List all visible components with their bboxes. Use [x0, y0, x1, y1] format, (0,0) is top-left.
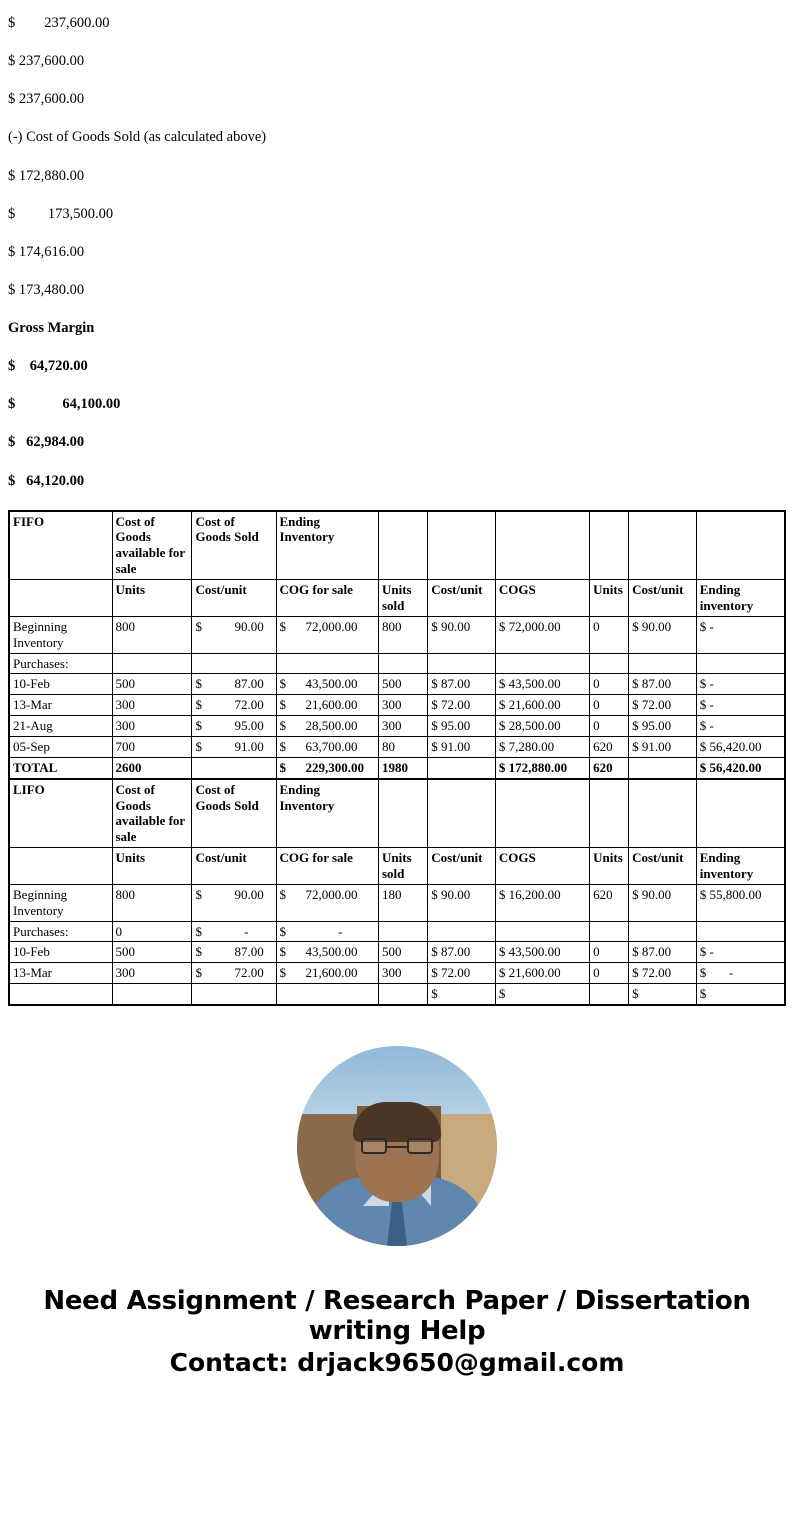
table-cell — [696, 779, 784, 847]
table-cell — [112, 653, 192, 674]
table-cell — [495, 921, 589, 942]
table-cell: $ - — [696, 963, 784, 984]
table-cell: $ 87.00 — [192, 674, 276, 695]
table-cell — [379, 511, 428, 579]
table-cell: $ 28,500.00 — [495, 716, 589, 737]
table-cell: 0 — [590, 674, 629, 695]
table-cell: $ 72.00 — [192, 695, 276, 716]
table-cell: Cost/unit — [428, 848, 496, 885]
table-cell — [428, 653, 496, 674]
author-photo-block — [8, 1046, 786, 1246]
table-row — [10, 511, 785, 579]
table-cell: Cost of Goods available for sale — [112, 511, 192, 579]
summary-line: $ 173,480.00 — [8, 281, 85, 298]
table-cell: $ 43,500.00 — [495, 674, 589, 695]
table-cell — [696, 653, 784, 674]
summary-line: $ 64,120.00 — [8, 472, 85, 489]
table-row — [10, 848, 785, 885]
table-cell: $ 72.00 — [428, 963, 496, 984]
table-cell: $ - — [696, 942, 784, 963]
table-cell: 1980 — [379, 757, 428, 778]
summary-line: $ 62,984.00 — [8, 434, 85, 451]
table-cell: $ 16,200.00 — [495, 884, 589, 921]
table-cell — [192, 757, 276, 778]
table-cell: $ 95.00 — [629, 716, 697, 737]
summary-line: $ 237,600.00 — [8, 91, 85, 108]
table-cell — [192, 653, 276, 674]
table-cell: 500 — [379, 942, 428, 963]
table-cell — [10, 984, 113, 1005]
table-cell: Units sold — [379, 848, 428, 885]
table-cell: Cost/unit — [629, 580, 697, 617]
table-cell — [276, 653, 379, 674]
table-cell — [428, 921, 496, 942]
table-cell: $ 56,420.00 — [696, 736, 784, 757]
table-row — [10, 580, 785, 617]
table-cell: 0 — [590, 616, 629, 653]
table-cell: $ 90.00 — [428, 616, 496, 653]
table-cell: 500 — [112, 942, 192, 963]
table-cell: Units — [590, 848, 629, 885]
table-cell: $ 87.00 — [428, 674, 496, 695]
table-cell: Ending inventory — [696, 580, 784, 617]
table-cell: $ 90.00 — [192, 616, 276, 653]
table-cell: $ 21,600.00 — [495, 963, 589, 984]
table-cell — [379, 984, 428, 1005]
table-cell: 10-Feb — [10, 942, 113, 963]
table-cell — [428, 511, 496, 579]
table-cell: $ - — [696, 716, 784, 737]
table-cell: 13-Mar — [10, 695, 113, 716]
summary-line: $ 64,720.00 — [8, 358, 88, 375]
table-cell: Cost of Goods Sold — [192, 779, 276, 847]
top-spacer — [8, 0, 786, 14]
table-row — [10, 653, 785, 674]
table-cell: $ 43,500.00 — [276, 942, 379, 963]
table-cell — [629, 653, 697, 674]
table-cell: TOTAL — [10, 757, 113, 778]
table-cell: Cost/unit — [192, 848, 276, 885]
table-cell — [590, 984, 629, 1005]
table-cell: $ 28,500.00 — [276, 716, 379, 737]
table-cell — [590, 779, 629, 847]
summary-line: $ 64,100.00 — [8, 396, 121, 413]
table-cell — [590, 653, 629, 674]
table-cell: Cost of Goods Sold — [192, 511, 276, 579]
table-row — [10, 757, 785, 778]
table-row — [10, 984, 785, 1005]
table-cell: 10-Feb — [10, 674, 113, 695]
table-cell: 300 — [112, 963, 192, 984]
table-cell: $ - — [696, 674, 784, 695]
table-cell: 800 — [112, 616, 192, 653]
summary-line: $ 174,616.00 — [8, 243, 85, 260]
table-cell: 180 — [379, 884, 428, 921]
table-cell — [112, 984, 192, 1005]
summary-line: $ 172,880.00 — [8, 167, 85, 184]
table-cell: 300 — [112, 695, 192, 716]
table-row — [10, 695, 785, 716]
table-cell: 2600 — [112, 757, 192, 778]
avatar-glasses-bridge — [387, 1146, 407, 1148]
table-cell: Units — [590, 580, 629, 617]
table-cell — [629, 511, 697, 579]
table-cell: Ending inventory — [696, 848, 784, 885]
table-cell — [276, 984, 379, 1005]
table-row — [10, 963, 785, 984]
table-cell: $ 72.00 — [629, 695, 697, 716]
table-cell: $ 87.00 — [428, 942, 496, 963]
table-cell: $ 72.00 — [428, 695, 496, 716]
table-cell — [379, 921, 428, 942]
table-cell — [495, 511, 589, 579]
table-cell: Purchases: — [10, 653, 113, 674]
table-cell: Cost/unit — [428, 580, 496, 617]
table-cell: Purchases: — [10, 921, 113, 942]
table-cell: LIFO — [10, 779, 113, 847]
table-row — [10, 616, 785, 653]
table-cell: Units — [112, 848, 192, 885]
table-cell: 0 — [590, 695, 629, 716]
table-row — [10, 779, 785, 847]
table-cell: $ 172,880.00 — [495, 757, 589, 778]
table-cell: $ 55,800.00 — [696, 884, 784, 921]
table-row — [10, 921, 785, 942]
table-cell: COGS — [495, 580, 589, 617]
table-cell: $ - — [696, 695, 784, 716]
table-cell: $ 87.00 — [629, 674, 697, 695]
table-cell — [590, 921, 629, 942]
table-cell: COG for sale — [276, 848, 379, 885]
table-cell: $ 91.00 — [629, 736, 697, 757]
table-cell: $ 91.00 — [192, 736, 276, 757]
table-cell — [379, 653, 428, 674]
table-cell: 13-Mar — [10, 963, 113, 984]
table-cell — [696, 921, 784, 942]
table-cell: 620 — [590, 736, 629, 757]
table-cell: 300 — [379, 963, 428, 984]
table-cell: 0 — [112, 921, 192, 942]
table-cell: $ - — [192, 921, 276, 942]
table-cell: Beginning Inventory — [10, 616, 113, 653]
gross-margin-heading: Gross Margin — [8, 320, 95, 336]
summary-line: (-) Cost of Goods Sold (as calculated above) — [8, 129, 267, 146]
fifo-table-body — [10, 511, 785, 778]
table-cell: 800 — [379, 616, 428, 653]
table-cell — [696, 511, 784, 579]
table-cell — [629, 921, 697, 942]
table-cell: $ — [629, 984, 697, 1005]
table-cell: 500 — [112, 674, 192, 695]
table-cell — [10, 848, 113, 885]
cta-line-1: Need Assignment / Research Paper / Dissertation — [43, 1285, 751, 1316]
table-cell: Units — [112, 580, 192, 617]
table-cell: $ 87.00 — [629, 942, 697, 963]
table-cell: $ 21,600.00 — [276, 963, 379, 984]
table-cell: Ending Inventory — [276, 511, 379, 579]
cta-contact-line: Contact: drjack9650@gmail.com — [169, 1348, 625, 1378]
table-cell: Units sold — [379, 580, 428, 617]
table-cell: 620 — [590, 757, 629, 778]
table-cell: 300 — [379, 716, 428, 737]
table-cell — [495, 779, 589, 847]
fifo-table — [9, 511, 785, 779]
table-cell: Ending Inventory — [276, 779, 379, 847]
table-cell: 80 — [379, 736, 428, 757]
table-row — [10, 942, 785, 963]
table-cell: 0 — [590, 716, 629, 737]
table-row — [10, 884, 785, 921]
table-cell: $ 91.00 — [428, 736, 496, 757]
table-cell: $ 95.00 — [192, 716, 276, 737]
summary-line: $ 237,600.00 — [8, 15, 110, 31]
avatar-hair — [353, 1102, 441, 1142]
table-cell: $ 21,600.00 — [276, 695, 379, 716]
table-cell: $ 21,600.00 — [495, 695, 589, 716]
table-cell: Cost of Goods available for sale — [112, 779, 192, 847]
table-cell: 620 — [590, 884, 629, 921]
table-cell: 05-Sep — [10, 736, 113, 757]
table-cell: COG for sale — [276, 580, 379, 617]
table-cell: 300 — [379, 695, 428, 716]
table-cell: $ 229,300.00 — [276, 757, 379, 778]
table-cell: FIFO — [10, 511, 113, 579]
table-cell: $ 87.00 — [192, 942, 276, 963]
table-cell — [379, 779, 428, 847]
table-cell: 0 — [590, 942, 629, 963]
table-cell: $ 95.00 — [428, 716, 496, 737]
table-cell — [629, 779, 697, 847]
table-cell: $ 63,700.00 — [276, 736, 379, 757]
table-cell: $ 43,500.00 — [495, 942, 589, 963]
table-cell: $ 72.00 — [192, 963, 276, 984]
table-cell: $ 7,280.00 — [495, 736, 589, 757]
table-cell: 21-Aug — [10, 716, 113, 737]
table-cell: $ 43,500.00 — [276, 674, 379, 695]
contact-cta — [8, 1286, 786, 1407]
table-row — [10, 736, 785, 757]
table-cell: COGS — [495, 848, 589, 885]
lifo-table — [9, 779, 785, 1005]
table-cell — [428, 757, 496, 778]
cta-line-2: writing Help — [308, 1316, 486, 1347]
table-cell: $ - — [276, 921, 379, 942]
table-cell: $ 56,420.00 — [696, 757, 784, 778]
table-cell — [428, 779, 496, 847]
table-cell: $ 90.00 — [629, 616, 697, 653]
summary-line: $ 173,500.00 — [8, 205, 114, 222]
table-cell: $ 90.00 — [428, 884, 496, 921]
table-cell: $ 72,000.00 — [276, 616, 379, 653]
table-row — [10, 674, 785, 695]
table-cell: $ - — [696, 616, 784, 653]
table-cell: $ — [696, 984, 784, 1005]
table-cell: $ 90.00 — [629, 884, 697, 921]
table-cell — [10, 580, 113, 617]
table-cell — [192, 984, 276, 1005]
table-cell: $ — [495, 984, 589, 1005]
table-cell: 500 — [379, 674, 428, 695]
table-cell: $ 72,000.00 — [276, 884, 379, 921]
table-cell: 300 — [112, 716, 192, 737]
avatar — [297, 1046, 497, 1246]
summary-line: $ 237,600.00 — [8, 53, 85, 70]
table-cell: $ 90.00 — [192, 884, 276, 921]
table-cell: 0 — [590, 963, 629, 984]
table-cell: $ 72,000.00 — [495, 616, 589, 653]
table-cell — [629, 757, 697, 778]
table-cell: Cost/unit — [629, 848, 697, 885]
inventory-tables-clip — [9, 511, 785, 1005]
avatar-glasses-left — [361, 1138, 387, 1154]
table-cell: Cost/unit — [192, 580, 276, 617]
table-cell: 700 — [112, 736, 192, 757]
inventory-tables-container — [8, 510, 786, 1006]
table-cell: $ 72.00 — [629, 963, 697, 984]
table-cell — [590, 511, 629, 579]
table-row — [10, 716, 785, 737]
gross-margin-summary — [8, 14, 786, 490]
table-cell: 800 — [112, 884, 192, 921]
table-cell: $ — [428, 984, 496, 1005]
avatar-glasses-right — [407, 1138, 433, 1154]
table-cell: Beginning Inventory — [10, 884, 113, 921]
lifo-table-body — [10, 779, 785, 1004]
table-cell — [495, 653, 589, 674]
